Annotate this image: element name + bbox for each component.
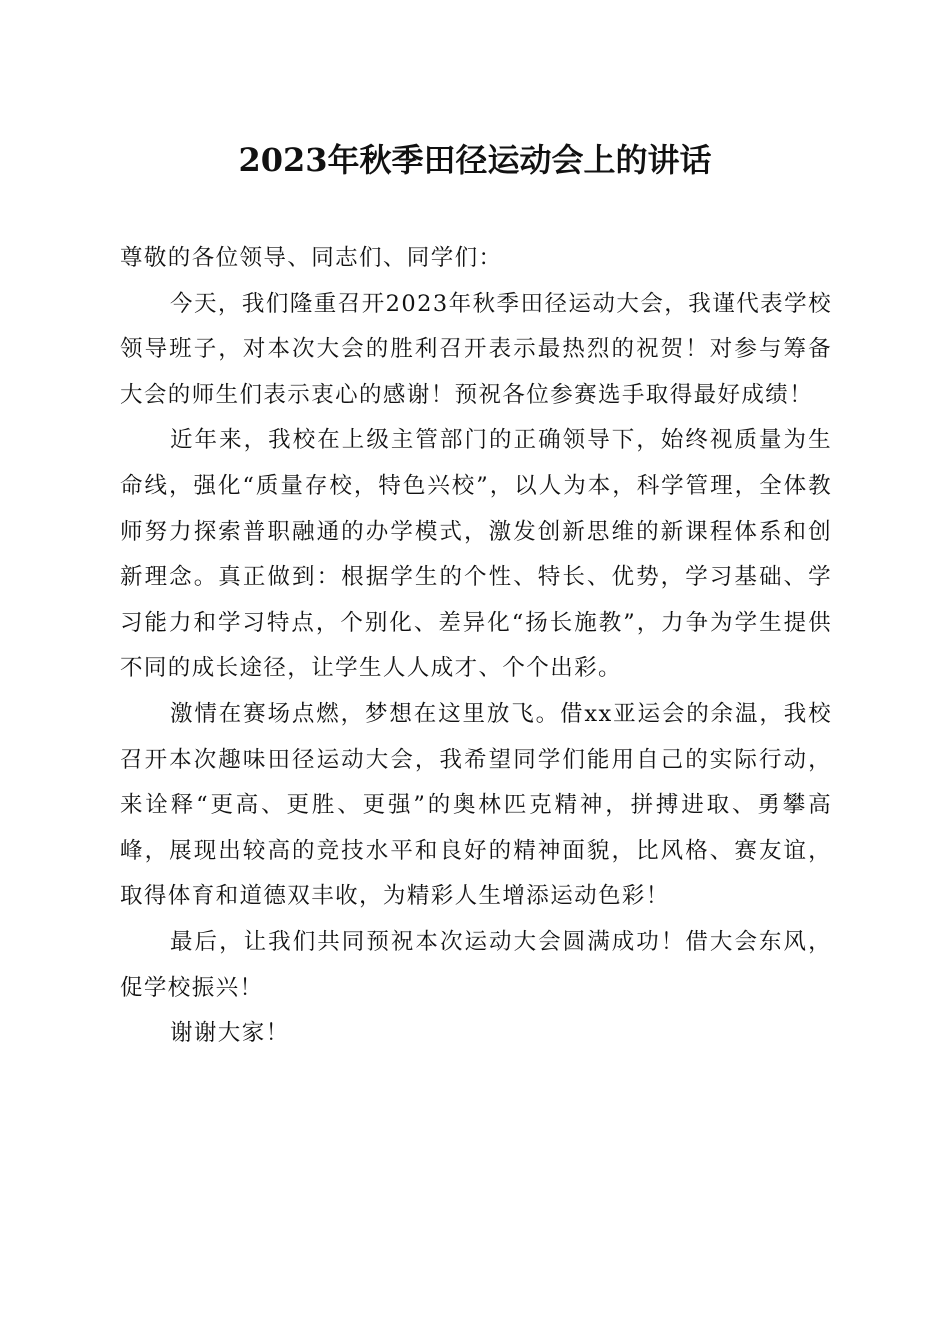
document-body	[120, 236, 832, 1057]
paragraph-opening: 今天，我们隆重召开2023年秋季田径运动大会，我谨代表学校领导班子，对本次大会的胜利召开表示最热烈的祝贺！对参与筹备大会的师生们表示衷心的感谢！预祝各位参赛选手取得最好成绩！	[120, 290, 832, 408]
paragraph-closing-wish: 最后，让我们共同预祝本次运动大会圆满成功！借大会东风，促学校振兴！	[120, 928, 832, 1001]
document-title: 2023年秋季田径运动会上的讲话	[238, 141, 712, 179]
paragraph-school-progress: 近年来，我校在上级主管部门的正确领导下，始终视质量为生命线，强化“质量存校，特色兴校”，以人为本，科学管理，全体教师努力探索普职融通的办学模式，激发创新思维的新课程体系和创新理念。真正做到：根据学生的个性、特长、优势，学习基础、学习能力和学习特点，个别化、差异化“扬长施教”，力争为学生提供不同的成长途径，让学生人人成才、个个出彩。	[120, 427, 832, 682]
paragraph-encouragement: 激情在赛场点燃，梦想在这里放飞。借xx亚运会的余温，我校召开本次趣味田径运动大会，我希望同学们能用自己的实际行动，来诠释“更高、更胜、更强”的奥林匹克精神，拼搏进取、勇攀高峰，展现出较高的竞技水平和良好的精神面貌，比风格、赛友谊，取得体育和道德双丰收，为精彩人生增添运动色彩！	[120, 700, 832, 910]
paragraph-thanks: 谢谢大家！	[170, 1020, 290, 1047]
salutation: 尊敬的各位领导、同志们、同学们：	[120, 245, 503, 271]
